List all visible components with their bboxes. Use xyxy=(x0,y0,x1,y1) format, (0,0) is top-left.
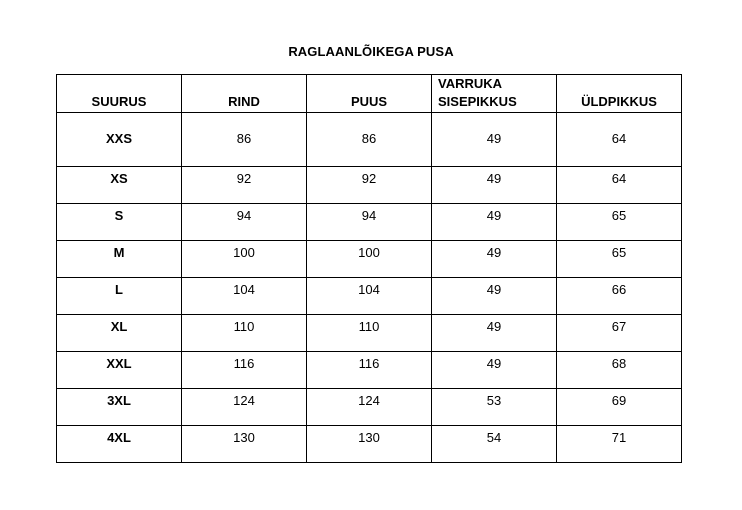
table-header xyxy=(57,75,682,113)
varrukas-cell: 49 xyxy=(432,241,557,278)
size-cell: XXS xyxy=(57,113,182,167)
header-suurus: SUURUS xyxy=(57,75,182,113)
puus-cell: 104 xyxy=(307,278,432,315)
rind-cell: 86 xyxy=(182,113,307,167)
size-cell: XS xyxy=(57,167,182,204)
puus-cell: 110 xyxy=(307,315,432,352)
table-row xyxy=(57,389,682,426)
table-row xyxy=(57,167,682,204)
rind-cell: 104 xyxy=(182,278,307,315)
size-cell: 3XL xyxy=(57,389,182,426)
puus-cell: 116 xyxy=(307,352,432,389)
header-row xyxy=(57,75,682,113)
rind-cell: 100 xyxy=(182,241,307,278)
table-body xyxy=(57,113,682,463)
puus-cell: 130 xyxy=(307,426,432,463)
varrukas-cell: 49 xyxy=(432,278,557,315)
puus-cell: 100 xyxy=(307,241,432,278)
size-cell: L xyxy=(57,278,182,315)
size-cell: S xyxy=(57,204,182,241)
yldpikkus-cell: 71 xyxy=(557,426,682,463)
table-row xyxy=(57,204,682,241)
rind-cell: 116 xyxy=(182,352,307,389)
header-rind: RIND xyxy=(182,75,307,113)
header-yldpikkus: ÜLDPIKKUS xyxy=(557,75,682,113)
size-cell: XXL xyxy=(57,352,182,389)
yldpikkus-cell: 65 xyxy=(557,241,682,278)
rind-cell: 94 xyxy=(182,204,307,241)
yldpikkus-cell: 66 xyxy=(557,278,682,315)
table-row xyxy=(57,113,682,167)
table-row xyxy=(57,278,682,315)
table-row xyxy=(57,241,682,278)
yldpikkus-cell: 65 xyxy=(557,204,682,241)
varrukas-cell: 53 xyxy=(432,389,557,426)
size-cell: XL xyxy=(57,315,182,352)
varrukas-cell: 49 xyxy=(432,204,557,241)
table-row xyxy=(57,426,682,463)
varrukas-cell: 49 xyxy=(432,352,557,389)
varrukas-cell: 49 xyxy=(432,113,557,167)
puus-cell: 86 xyxy=(307,113,432,167)
rind-cell: 92 xyxy=(182,167,307,204)
rind-cell: 130 xyxy=(182,426,307,463)
puus-cell: 92 xyxy=(307,167,432,204)
yldpikkus-cell: 69 xyxy=(557,389,682,426)
table-row xyxy=(57,315,682,352)
header-puus: PUUS xyxy=(307,75,432,113)
table-row xyxy=(57,352,682,389)
document-title: RAGLAANLÕIKEGA PUSA xyxy=(288,44,454,59)
rind-cell: 110 xyxy=(182,315,307,352)
yldpikkus-cell: 64 xyxy=(557,167,682,204)
size-chart-table xyxy=(56,74,682,463)
varrukas-cell: 49 xyxy=(432,167,557,204)
size-cell: 4XL xyxy=(57,426,182,463)
header-varruka-sisepikkus: VARRUKA SISEPIKKUS xyxy=(432,75,557,113)
yldpikkus-cell: 64 xyxy=(557,113,682,167)
puus-cell: 94 xyxy=(307,204,432,241)
rind-cell: 124 xyxy=(182,389,307,426)
puus-cell: 124 xyxy=(307,389,432,426)
size-cell: M xyxy=(57,241,182,278)
yldpikkus-cell: 68 xyxy=(557,352,682,389)
yldpikkus-cell: 67 xyxy=(557,315,682,352)
varrukas-cell: 54 xyxy=(432,426,557,463)
varrukas-cell: 49 xyxy=(432,315,557,352)
